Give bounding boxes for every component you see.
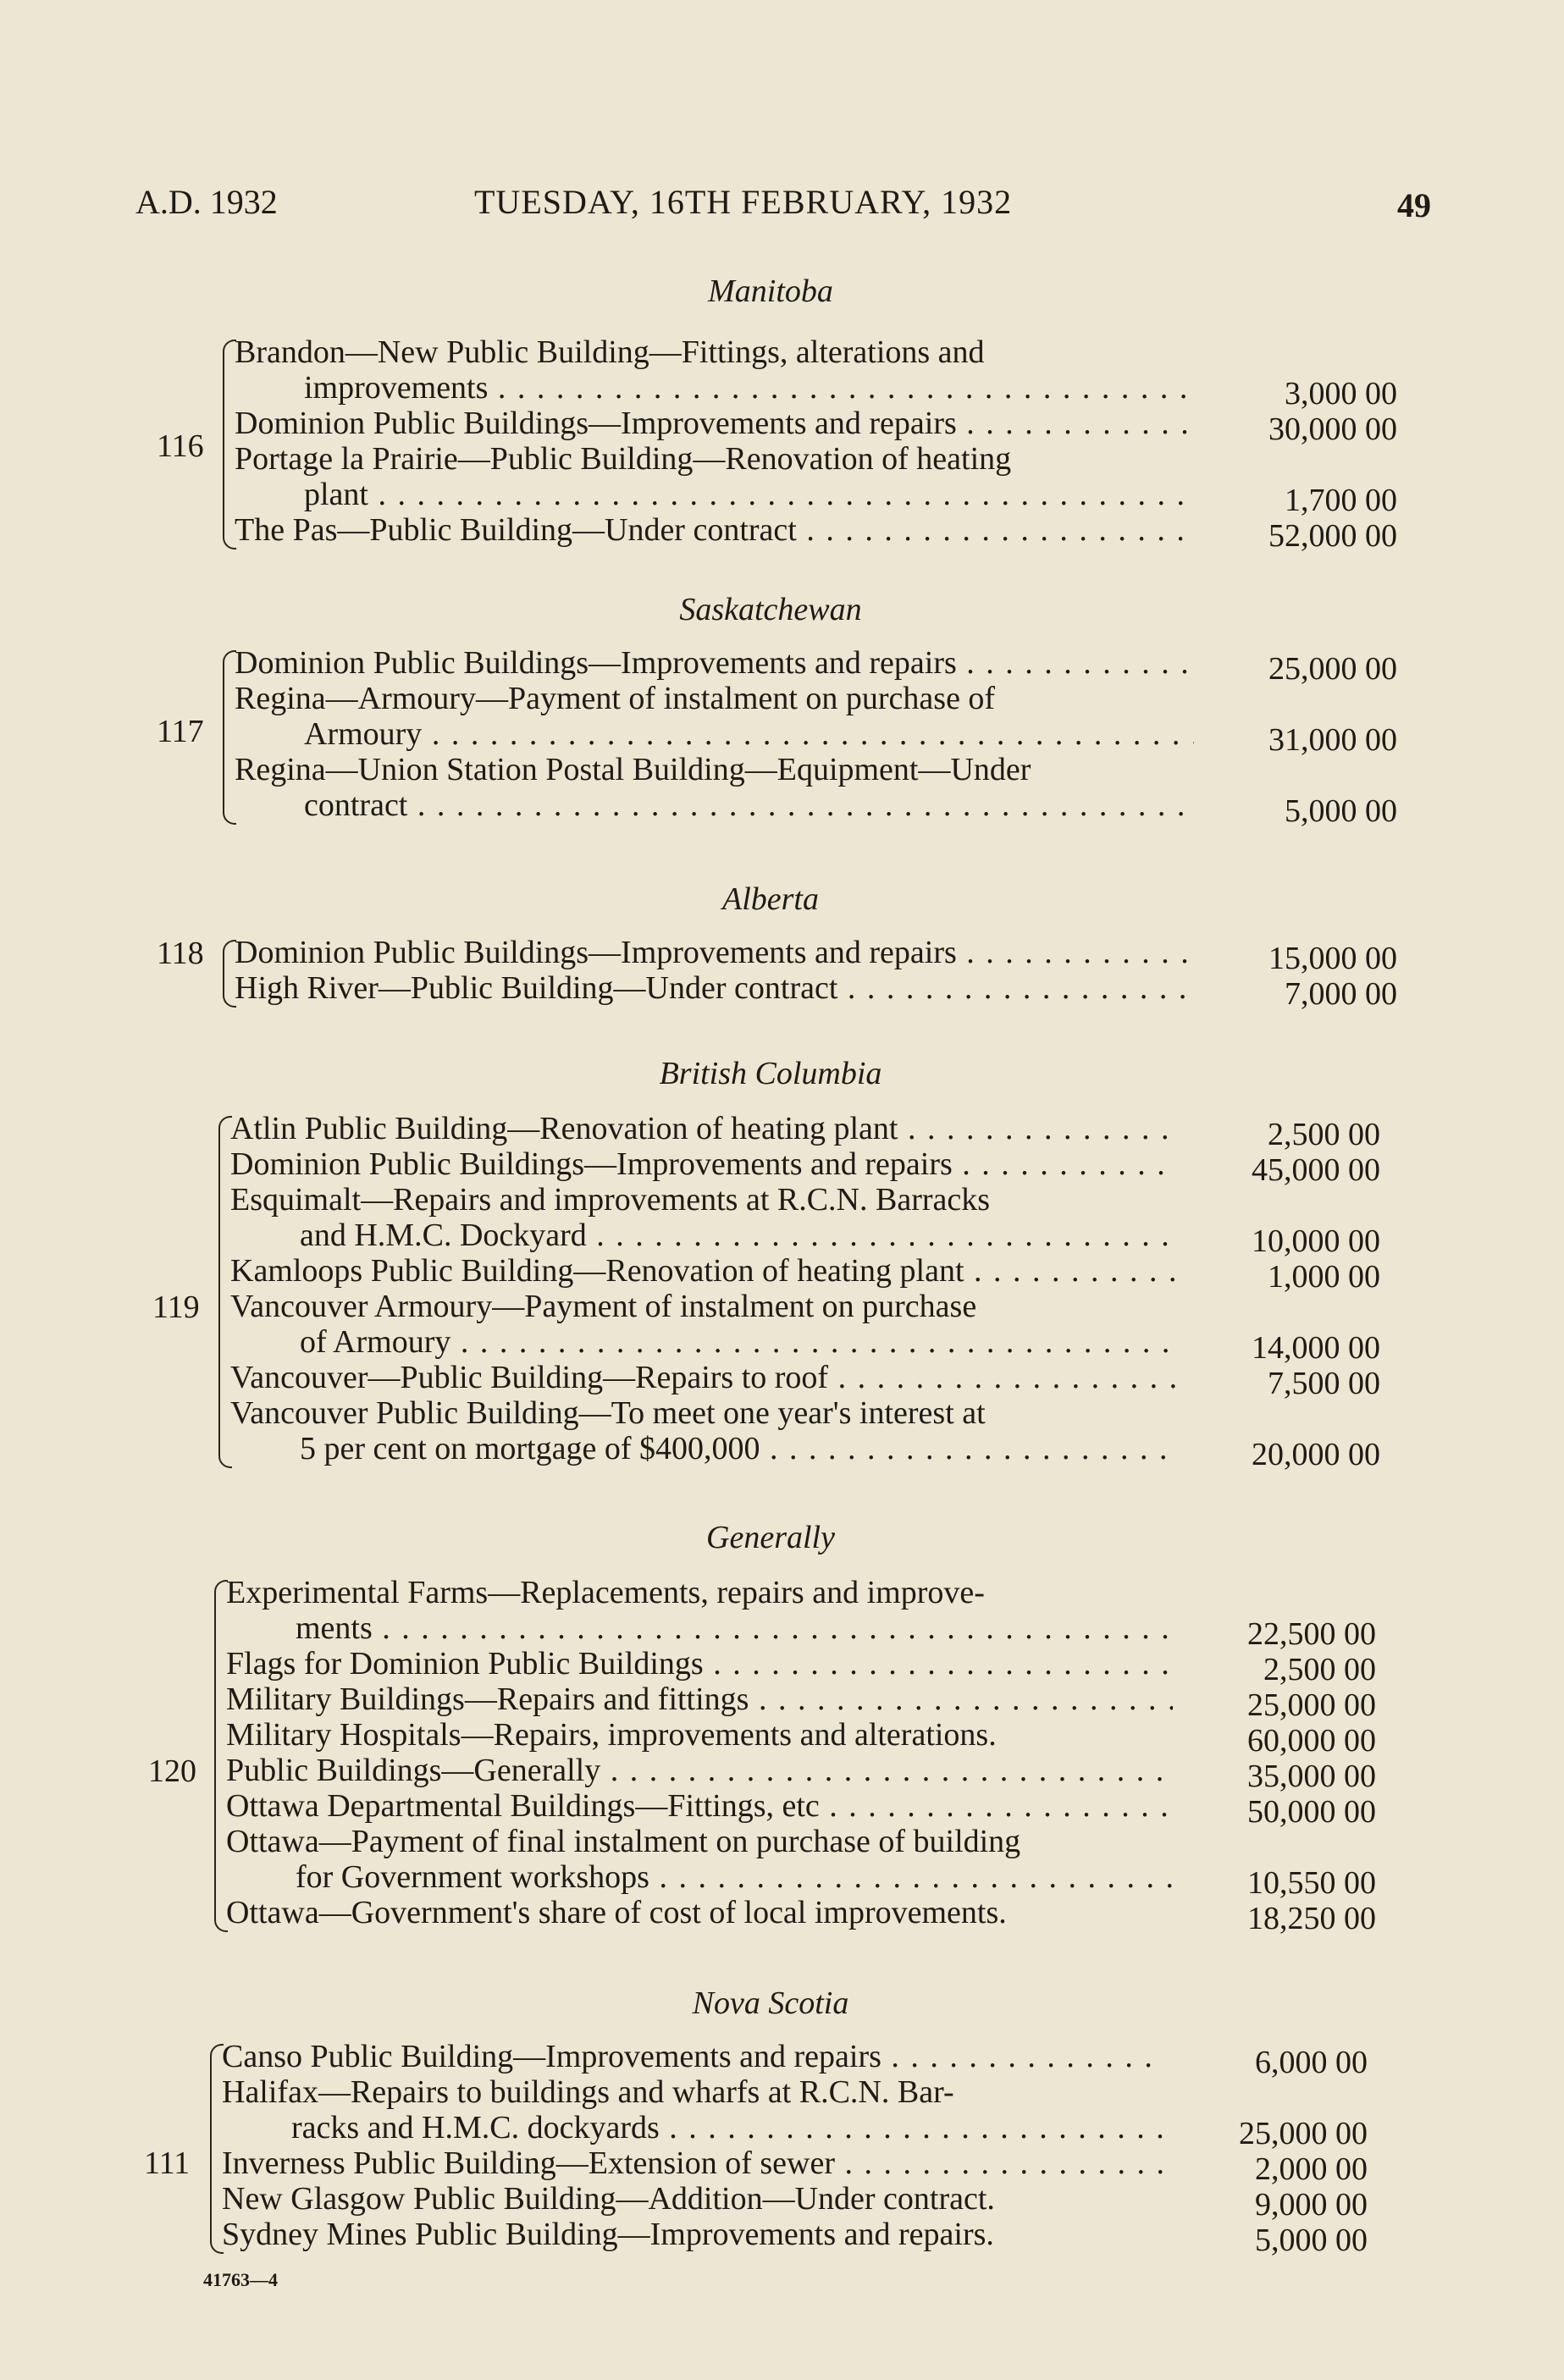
- entry-amount: 18,250 00: [1247, 1901, 1376, 1936]
- appropriation-entry: [222, 2145, 1164, 2181]
- entry-amount: 9,000 00: [1255, 2187, 1368, 2223]
- appropriation-entry: [235, 970, 1194, 1006]
- entry-text: Public Buildings—Generally . . .: [226, 1753, 1173, 1788]
- entry-amount: 5,000 00: [1255, 2223, 1368, 2258]
- entry-text: Experimental Farms—Replacements, repairs and improve-: [226, 1575, 985, 1610]
- entries-list: [222, 2039, 1164, 2252]
- appropriation-entry: [230, 1111, 1177, 1146]
- page-header: [135, 174, 1431, 233]
- entry-text: Ottawa Departmental Buildings—Fittings, etc . . .: [226, 1788, 1173, 1824]
- entry-amount: 31,000 00: [1268, 722, 1397, 758]
- entry-amount: 2,500 00: [1268, 1117, 1380, 1152]
- appropriation-entry: [235, 752, 1194, 823]
- entry-text: Military Buildings—Repairs and fittings . . .: [226, 1681, 1173, 1717]
- appropriation-entry: [222, 2181, 1164, 2217]
- appropriation-entry: [226, 1575, 1173, 1646]
- entry-text: Armoury . . .: [235, 716, 1194, 752]
- entries-list: [235, 645, 1194, 823]
- appropriation-entry: [230, 1289, 1177, 1360]
- entry-text: Esquimalt—Repairs and improvements at R.C.N. Barracks: [230, 1182, 991, 1218]
- vote-group: [157, 935, 1397, 1012]
- section-title: Alberta: [722, 881, 819, 917]
- entry-amount: 25,000 00: [1268, 651, 1397, 687]
- entry-amount: 25,000 00: [1239, 2116, 1368, 2151]
- entry-text: plant . . .: [235, 477, 1194, 512]
- entry-amount: 1,700 00: [1285, 483, 1397, 518]
- section-title: British Columbia: [659, 1056, 882, 1091]
- appropriation-entry: [235, 645, 1194, 681]
- appropriation-entry: [222, 2039, 1164, 2074]
- entry-text: Military Hospitals—Repairs, improvements and alterations.: [226, 1717, 997, 1753]
- entry-amount: 20,000 00: [1252, 1437, 1380, 1472]
- entry-amount: 10,000 00: [1252, 1223, 1380, 1259]
- appropriation-entry: [226, 1681, 1173, 1717]
- entries-list: [235, 935, 1194, 1006]
- entry-amount: 45,000 00: [1252, 1152, 1380, 1188]
- header-title: TUESDAY, 16TH FEBRUARY, 1932: [474, 183, 1013, 221]
- entry-text: Kamloops Public Building—Renovation of heating plant . . .: [230, 1253, 1177, 1289]
- entry-text: 5 per cent on mortgage of $400,000 . . .: [230, 1431, 1177, 1466]
- entry-amount: 7,000 00: [1285, 976, 1397, 1012]
- header-date: A.D. 1932: [135, 183, 278, 221]
- entry-amount: 2,500 00: [1263, 1652, 1376, 1687]
- vote-group: [157, 645, 1397, 829]
- entry-text: New Glasgow Public Building—Addition—Under contract.: [222, 2181, 995, 2217]
- appropriation-entry: [230, 1360, 1177, 1395]
- entry-text: Vancouver Public Building—To meet one year's interest at: [230, 1395, 986, 1431]
- vote-group: [157, 334, 1397, 554]
- entry-amount: 25,000 00: [1247, 1687, 1376, 1723]
- footnote: 41763—4: [203, 2269, 278, 2290]
- vote-number: 119: [152, 1289, 200, 1325]
- entry-text: racks and H.M.C. dockyards . . .: [222, 2110, 1164, 2145]
- entry-text: ments . . .: [226, 1610, 1173, 1646]
- entry-text: Brandon—New Public Building—Fittings, alterations and: [235, 334, 985, 370]
- entry-amount: 52,000 00: [1268, 518, 1397, 554]
- entry-text: Dominion Public Buildings—Improvements and repairs . . .: [235, 406, 1194, 441]
- entry-text: Vancouver—Public Building—Repairs to roof . . .: [230, 1360, 1177, 1395]
- entry-text: Ottawa—Payment of final instalment on purchase of building: [226, 1824, 1021, 1859]
- appropriation-entry: [230, 1182, 1177, 1253]
- appropriation-entry: [226, 1824, 1173, 1895]
- entry-amount: 22,500 00: [1247, 1616, 1376, 1652]
- entry-text: Dominion Public Buildings—Improvements and repairs . . .: [235, 645, 1194, 681]
- section-title: Nova Scotia: [692, 1985, 849, 2021]
- entry-amount: 5,000 00: [1285, 793, 1397, 829]
- section-title: Generally: [706, 1520, 835, 1555]
- entry-text: improvements . . .: [235, 370, 1194, 406]
- vote-number: 111: [144, 2145, 191, 2181]
- entries-list: [235, 334, 1194, 548]
- entry-text: Canso Public Building—Improvements and repairs . . .: [222, 2039, 1164, 2074]
- vote-group: [152, 1111, 1380, 1472]
- entry-text: Atlin Public Building—Renovation of heating plant . . .: [230, 1111, 1177, 1146]
- vote-number: 120: [148, 1753, 196, 1789]
- entry-text: Vancouver Armoury—Payment of instalment on purchase: [230, 1289, 977, 1324]
- entry-amount: 14,000 00: [1252, 1330, 1380, 1366]
- section-title: Saskatchewan: [679, 592, 862, 627]
- appropriation-entry: [222, 2217, 1164, 2252]
- entry-amount: 2,000 00: [1255, 2151, 1368, 2187]
- entries-list: [230, 1111, 1177, 1466]
- entry-amount: 6,000 00: [1255, 2045, 1368, 2080]
- entry-amount: 15,000 00: [1268, 941, 1397, 976]
- vote-number: 116: [157, 428, 204, 464]
- entry-text: The Pas—Public Building—Under contract . . .: [235, 512, 1194, 548]
- entry-text: High River—Public Building—Under contract . . .: [235, 970, 1194, 1006]
- entry-amount: 3,000 00: [1285, 376, 1397, 411]
- appropriation-entry: [235, 334, 1194, 406]
- entry-text: Sydney Mines Public Building—Improvements and repairs.: [222, 2217, 994, 2252]
- vote-number: 118: [157, 936, 204, 971]
- entry-text: of Armoury . . .: [230, 1324, 1177, 1360]
- appropriation-entry: [230, 1395, 1177, 1466]
- vote-group: [144, 2039, 1368, 2258]
- entry-text: Regina—Union Station Postal Building—Equipment—Under: [235, 752, 1031, 787]
- entry-text: and H.M.C. Dockyard . . .: [230, 1218, 1177, 1253]
- entry-text: contract . . .: [235, 787, 1194, 823]
- appropriation-entry: [235, 406, 1194, 441]
- entry-amount: 10,550 00: [1247, 1865, 1376, 1901]
- page-number: 49: [1397, 186, 1431, 224]
- entry-text: Regina—Armoury—Payment of instalment on purchase of: [235, 681, 996, 716]
- entry-text: Halifax—Repairs to buildings and wharfs at R.C.N. Bar-: [222, 2074, 954, 2110]
- appropriation-entry: [226, 1788, 1173, 1824]
- appropriation-entry: [235, 935, 1194, 970]
- vote-group: [148, 1575, 1376, 1936]
- appropriation-entry: [230, 1253, 1177, 1289]
- entry-amount: 30,000 00: [1268, 411, 1397, 447]
- entry-amount: 50,000 00: [1247, 1794, 1376, 1830]
- entry-text: Inverness Public Building—Extension of sewer . . .: [222, 2145, 1164, 2181]
- vote-number: 117: [157, 714, 204, 749]
- appropriation-entry: [230, 1146, 1177, 1182]
- entry-text: Dominion Public Buildings—Improvements and repairs . . .: [230, 1146, 1177, 1182]
- entry-amount: 60,000 00: [1247, 1723, 1376, 1759]
- appropriation-entry: [235, 512, 1194, 548]
- appropriation-entry: [226, 1753, 1173, 1788]
- appropriation-entry: [226, 1895, 1173, 1930]
- appropriation-entry: [235, 681, 1194, 752]
- entry-text: Ottawa—Government's share of cost of local improvements.: [226, 1895, 1007, 1930]
- entry-text: Flags for Dominion Public Buildings . . .: [226, 1646, 1173, 1681]
- appropriation-entry: [226, 1717, 1173, 1753]
- entry-amount: 1,000 00: [1268, 1259, 1380, 1295]
- appropriation-entry: [235, 441, 1194, 512]
- appropriation-entry: [222, 2074, 1164, 2145]
- appropriation-entry: [226, 1646, 1173, 1681]
- entry-text: Dominion Public Buildings—Improvements and repairs . . .: [235, 935, 1194, 970]
- entries-list: [226, 1575, 1173, 1930]
- section-title: Manitoba: [708, 273, 833, 309]
- entry-text: for Government workshops . . .: [226, 1859, 1173, 1895]
- entry-amount: 7,500 00: [1268, 1366, 1380, 1401]
- entry-amount: 35,000 00: [1247, 1759, 1376, 1794]
- entry-text: Portage la Prairie—Public Building—Renovation of heating: [235, 441, 1012, 477]
